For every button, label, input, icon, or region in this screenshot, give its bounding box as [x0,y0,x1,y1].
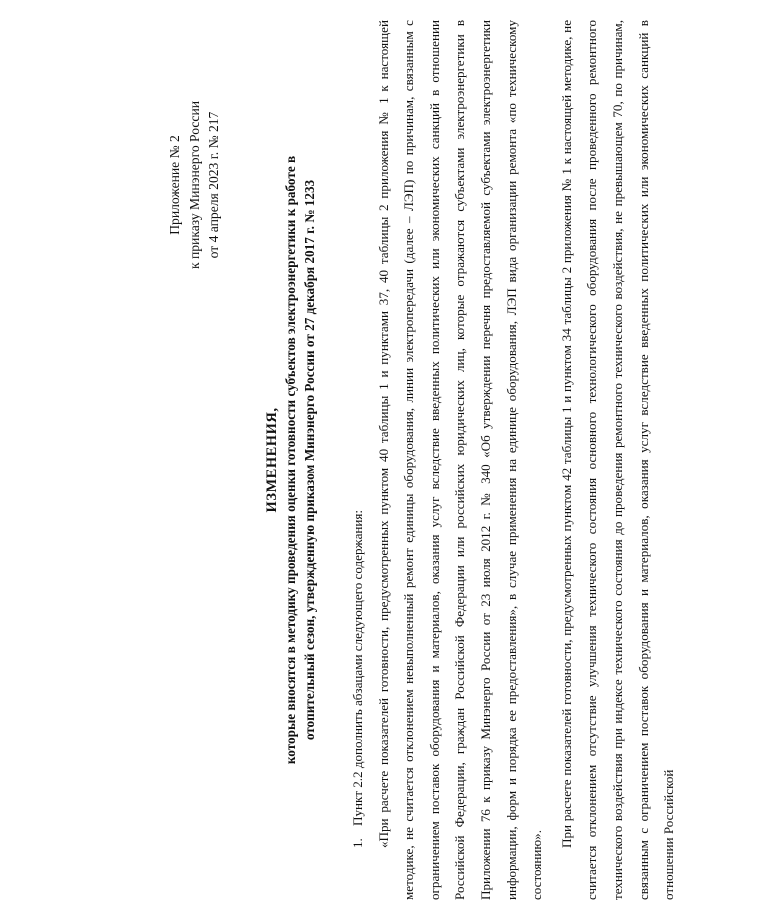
heading-title: ИЗМЕНЕНИЯ, [264,407,280,513]
item-text: Пункт 2.2 дополнить абзацами следующего содержания: [350,509,365,826]
numbered-item [345,20,371,900]
rotated-content [165,20,775,900]
document-heading [263,20,319,900]
appendix-block [165,20,224,350]
item-number: 1. [350,838,365,848]
document-body [345,20,682,900]
appendix-line-2: к приказу Минэнерго России [186,100,202,270]
heading-line-1: которые вносятся в методику проведения оценки готовности субъектов электроэнергетики к работе в [283,155,298,765]
appendix-line-3: от 4 апреля 2023 г. № 217 [206,111,221,259]
paragraph: При расчете показателей готовности, предусмотренных пунктом 42 таблицы 1 и пунктом 34 таблицы 2 приложения № 1 к настоящей методике, не считается отклонением отсутствие улучшения технического состояния основного технологического оборудования после проведенного ремонтного технического воздействия при индексе технического состояния до проведения ремонтного технического воздействия, не превышающем 70, по причинам, связанным с ограничением поставок оборудования и материалов, оказания услуг вследствие введенных политических или экономических санкций в отношении Российской [558,20,677,900]
heading-line-2: отопительный сезон, утвержденную приказом Минэнерго России от 27 декабря 2017 г. № 1233 [301,179,317,741]
paragraph: «При расчете показателей готовности, предусмотренных пунктом 40 таблицы 1 и пунктами 37, 40 таблицы 2 приложения № 1 к настоящей методике, не считается отклонением невыполненный ремонт единицы оборудования, линии электропередачи (далее – ЛЭП) по причинам, связанным с ограничением поставок оборудования и материалов, оказания услуг вследствие введенных политических или экономических санкций в отношении Российской Федерации, граждан Российской Федерации или российских юридических лиц, которые отражаются субъектами электроэнергетики в Приложении 76 к приказу Минэнерго России от 23 июля 2012 г. № 340 «Об утверждении перечня предоставляемой субъектами электроэнергетики информации, форм и порядка ее предоставления», в случае применения на единице оборудования, ЛЭП вида организации ремонта «по техническому состоянию». [375,20,545,900]
appendix-line-1: Приложение № 2 [167,135,182,235]
